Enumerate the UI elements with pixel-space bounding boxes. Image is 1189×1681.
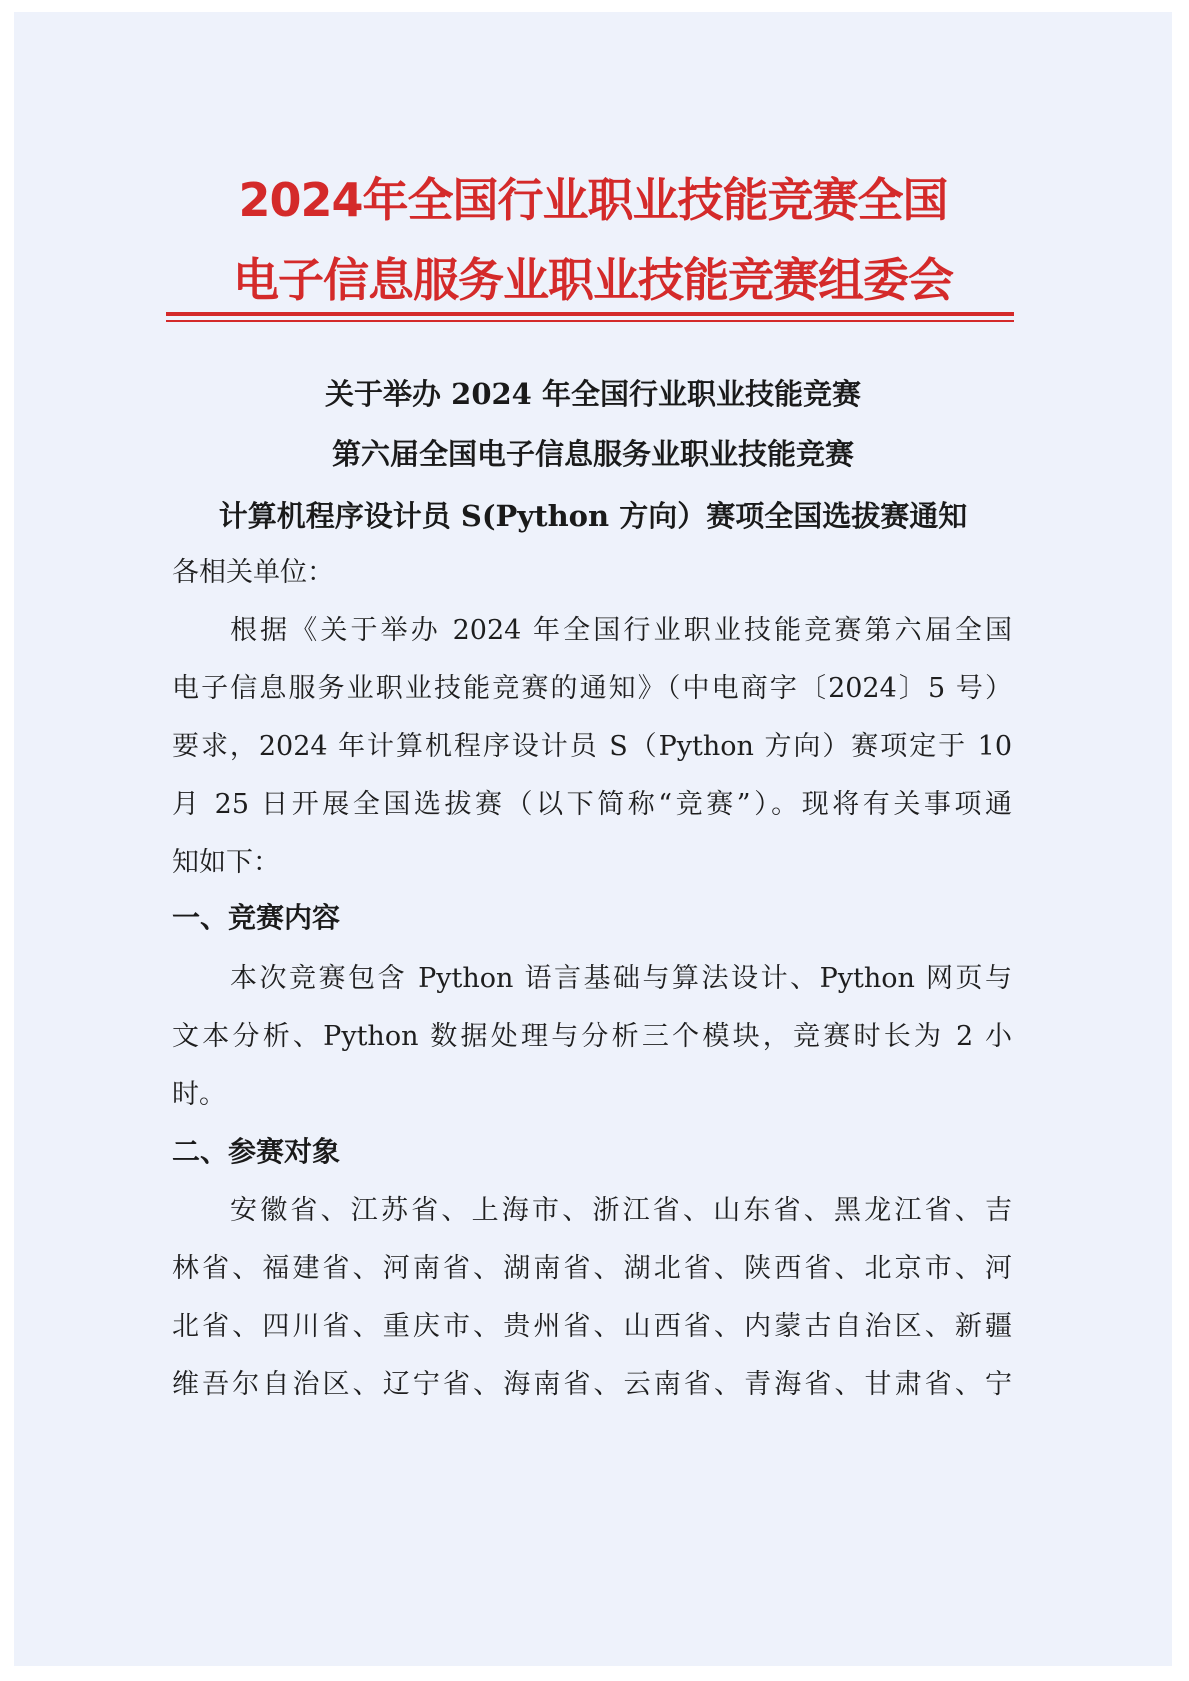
intro-paragraph-line: 根据《关于举办 2024 年全国行业职业技能竞赛第六届全国 <box>230 615 1012 646</box>
document-page <box>14 12 1172 1666</box>
intro-paragraph-line: 电子信息服务业职业技能竞赛的通知》（中电商字〔2024〕5 号） <box>172 673 1012 704</box>
organizer-header-line-2: 电子信息服务业职业技能竞赛组委会 <box>233 253 953 307</box>
section-heading-competition-content: 一、竞赛内容 <box>172 901 341 934</box>
section2-paragraph-line: 北省、四川省、重庆市、贵州省、山西省、内蒙古自治区、新疆 <box>172 1311 1012 1342</box>
intro-paragraph-line: 知如下： <box>172 847 280 878</box>
section-heading-participants: 二、参赛对象 <box>172 1135 341 1168</box>
header-divider-thin <box>166 320 1014 322</box>
notice-title-line-2: 第六届全国电子信息服务业职业技能竞赛 <box>331 437 854 471</box>
section2-paragraph-line: 安徽省、江苏省、上海市、浙江省、山东省、黑龙江省、吉 <box>230 1195 1012 1226</box>
section1-paragraph-line: 文本分析、Python 数据处理与分析三个模块，竞赛时长为 2 小 <box>172 1021 1012 1052</box>
notice-title-line-1: 关于举办 2024 年全国行业职业技能竞赛 <box>325 377 861 411</box>
section2-paragraph-line: 林省、福建省、河南省、湖南省、湖北省、陕西省、北京市、河 <box>172 1253 1012 1284</box>
organizer-header-line-1: 2024年全国行业职业技能竞赛全国 <box>238 173 948 227</box>
salutation: 各相关单位： <box>172 557 334 588</box>
section1-paragraph-line: 本次竞赛包含 Python 语言基础与算法设计、Python 网页与 <box>230 963 1012 994</box>
intro-paragraph-line: 月 25 日开展全国选拔赛（以下简称“竞赛”）。现将有关事项通 <box>172 789 1012 820</box>
notice-title-line-3: 计算机程序设计员 S(Python 方向）赛项全国选拔赛通知 <box>218 499 968 533</box>
section1-paragraph-line: 时。 <box>172 1079 226 1110</box>
intro-paragraph-line: 要求，2024 年计算机程序设计员 S（Python 方向）赛项定于 10 <box>172 731 1012 762</box>
header-divider-thick <box>166 312 1014 316</box>
section2-paragraph-line: 维吾尔自治区、辽宁省、海南省、云南省、青海省、甘肃省、宁 <box>172 1369 1012 1400</box>
